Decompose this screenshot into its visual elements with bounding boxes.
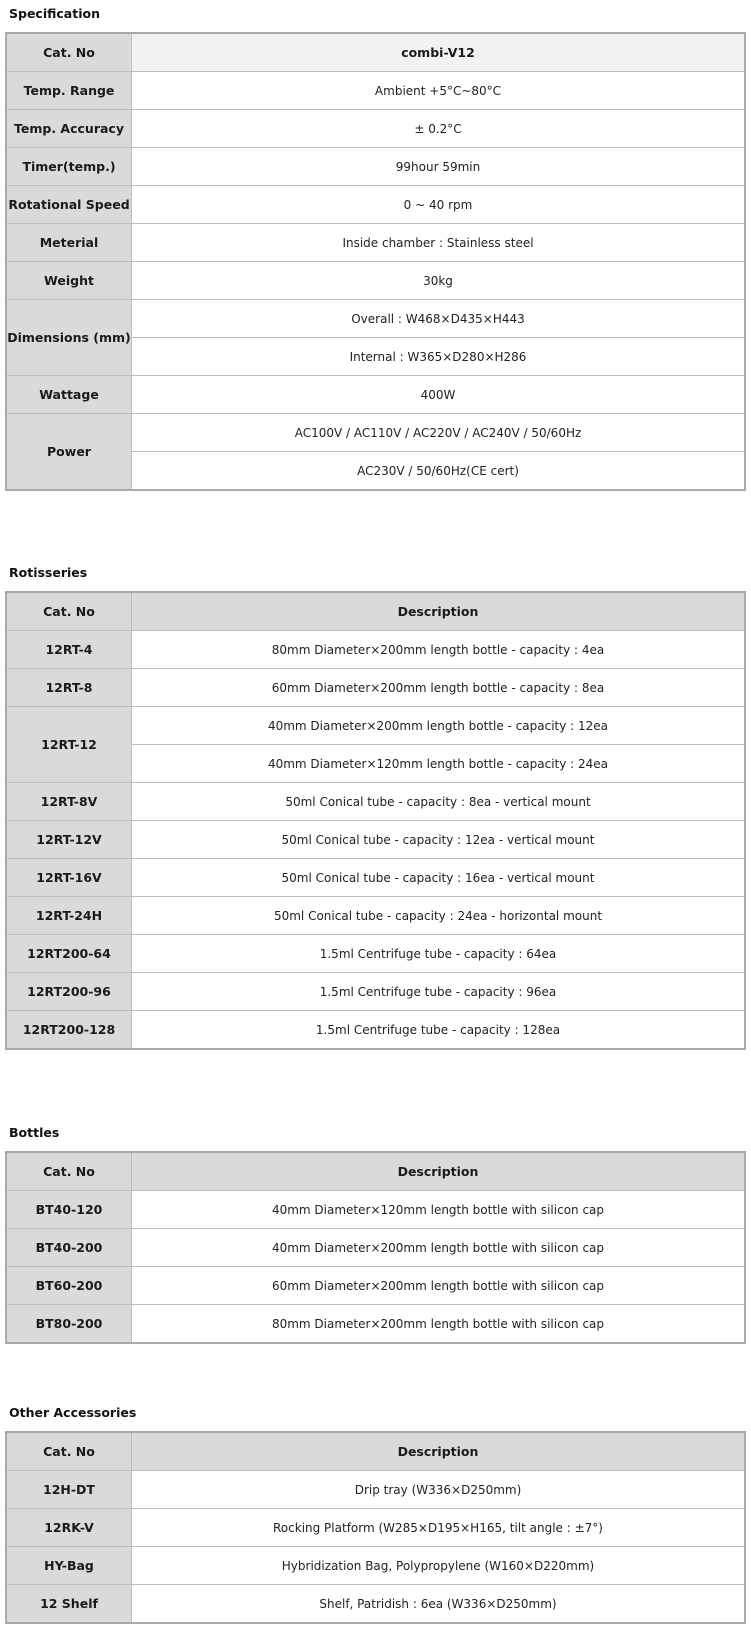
table-row (6, 186, 745, 224)
row-label: BT40-120 (6, 1191, 132, 1229)
row-label: 12H-DT (6, 1471, 132, 1509)
row-label: BT40-200 (6, 1229, 132, 1267)
row-value: 60mm Diameter×200mm length bottle with silicon cap (132, 1267, 746, 1305)
row-label: Dimensions (mm) (6, 300, 132, 376)
header-cat-no: Cat. No (6, 1152, 132, 1191)
header-model: combi-V12 (132, 33, 746, 72)
table-row (6, 1547, 745, 1585)
row-label: 12RT200-128 (6, 1011, 132, 1050)
row-label: Power (6, 414, 132, 491)
row-label: Temp. Range (6, 72, 132, 110)
row-label: Temp. Accuracy (6, 110, 132, 148)
row-value: 80mm Diameter×200mm length bottle with silicon cap (132, 1305, 746, 1344)
row-label: HY-Bag (6, 1547, 132, 1585)
row-value: 60mm Diameter×200mm length bottle - capacity : 8ea (132, 669, 746, 707)
table-row (6, 148, 745, 186)
row-value: 40mm Diameter×120mm length bottle with silicon cap (132, 1191, 746, 1229)
row-value: 1.5ml Centrifuge tube - capacity : 96ea (132, 973, 746, 1011)
header-description: Description (132, 592, 746, 631)
row-label: 12RT-8V (6, 783, 132, 821)
row-label: BT80-200 (6, 1305, 132, 1344)
row-value: 50ml Conical tube - capacity : 8ea - vertical mount (132, 783, 746, 821)
table-row (6, 821, 745, 859)
row-label: 12RT-16V (6, 859, 132, 897)
table-row (6, 1471, 745, 1509)
row-value: AC230V / 50/60Hz(CE cert) (132, 452, 746, 491)
rotisseries-title: Rotisseries (9, 565, 88, 580)
table-row (6, 1267, 745, 1305)
table-header-row (6, 33, 745, 72)
row-value: 40mm Diameter×200mm length bottle with silicon cap (132, 1229, 746, 1267)
table-row (6, 1229, 745, 1267)
row-value: 40mm Diameter×120mm length bottle - capacity : 24ea (132, 745, 746, 783)
table-row (6, 1305, 745, 1344)
row-label: 12RK-V (6, 1509, 132, 1547)
table-header-row (6, 592, 745, 631)
table-row (6, 72, 745, 110)
accessories-table (5, 1431, 746, 1624)
row-value: Rocking Platform (W285×D195×H165, tilt angle : ±7°) (132, 1509, 746, 1547)
row-value: Overall : W468×D435×H443 (132, 300, 746, 338)
row-label: 12RT-12 (6, 707, 132, 783)
table-row (6, 631, 745, 669)
bottles-title: Bottles (9, 1125, 60, 1140)
row-value: ± 0.2°C (132, 110, 746, 148)
specification-table (5, 32, 746, 491)
table-row (6, 859, 745, 897)
table-row (6, 973, 745, 1011)
row-value: Shelf, Patridish : 6ea (W336×D250mm) (132, 1585, 746, 1624)
table-row (6, 414, 745, 452)
row-label: 12 Shelf (6, 1585, 132, 1624)
row-value: 400W (132, 376, 746, 414)
row-value: Hybridization Bag, Polypropylene (W160×D220mm) (132, 1547, 746, 1585)
table-row (6, 1011, 745, 1050)
row-value: 1.5ml Centrifuge tube - capacity : 128ea (132, 1011, 746, 1050)
row-label: 12RT-4 (6, 631, 132, 669)
row-label: 12RT-12V (6, 821, 132, 859)
row-value: 1.5ml Centrifuge tube - capacity : 64ea (132, 935, 746, 973)
header-description: Description (132, 1152, 746, 1191)
row-label: Rotational Speed (6, 186, 132, 224)
row-value: Internal : W365×D280×H286 (132, 338, 746, 376)
rotisseries-table (5, 591, 746, 1050)
bottles-table (5, 1151, 746, 1344)
table-row (6, 1509, 745, 1547)
row-label: 12RT200-64 (6, 935, 132, 973)
row-value: Drip tray (W336×D250mm) (132, 1471, 746, 1509)
row-value: 50ml Conical tube - capacity : 24ea - horizontal mount (132, 897, 746, 935)
row-value: 80mm Diameter×200mm length bottle - capacity : 4ea (132, 631, 746, 669)
row-label: BT60-200 (6, 1267, 132, 1305)
table-row (6, 897, 745, 935)
row-label: Timer(temp.) (6, 148, 132, 186)
row-value: Ambient +5°C~80°C (132, 72, 746, 110)
header-cat-no: Cat. No (6, 592, 132, 631)
row-value: 50ml Conical tube - capacity : 16ea - vertical mount (132, 859, 746, 897)
table-row (6, 669, 745, 707)
row-label: Weight (6, 262, 132, 300)
table-row (6, 300, 745, 338)
row-value: AC100V / AC110V / AC220V / AC240V / 50/60Hz (132, 414, 746, 452)
row-value: 99hour 59min (132, 148, 746, 186)
row-label: Meterial (6, 224, 132, 262)
row-label: Wattage (6, 376, 132, 414)
accessories-title: Other Accessories (9, 1405, 137, 1420)
table-row (6, 783, 745, 821)
table-row (6, 1191, 745, 1229)
row-value: 50ml Conical tube - capacity : 12ea - vertical mount (132, 821, 746, 859)
row-label: 12RT-24H (6, 897, 132, 935)
row-value: 40mm Diameter×200mm length bottle - capacity : 12ea (132, 707, 746, 745)
header-description: Description (132, 1432, 746, 1471)
table-row (6, 935, 745, 973)
table-row (6, 224, 745, 262)
row-value: 0 ~ 40 rpm (132, 186, 746, 224)
table-row (6, 262, 745, 300)
row-label: 12RT200-96 (6, 973, 132, 1011)
table-row (6, 110, 745, 148)
row-value: Inside chamber : Stainless steel (132, 224, 746, 262)
table-row (6, 1585, 745, 1624)
specification-title: Specification (9, 6, 100, 21)
header-cat-no: Cat. No (6, 33, 132, 72)
table-header-row (6, 1432, 745, 1471)
header-cat-no: Cat. No (6, 1432, 132, 1471)
row-label: 12RT-8 (6, 669, 132, 707)
table-row (6, 376, 745, 414)
table-header-row (6, 1152, 745, 1191)
table-row (6, 707, 745, 745)
row-value: 30kg (132, 262, 746, 300)
